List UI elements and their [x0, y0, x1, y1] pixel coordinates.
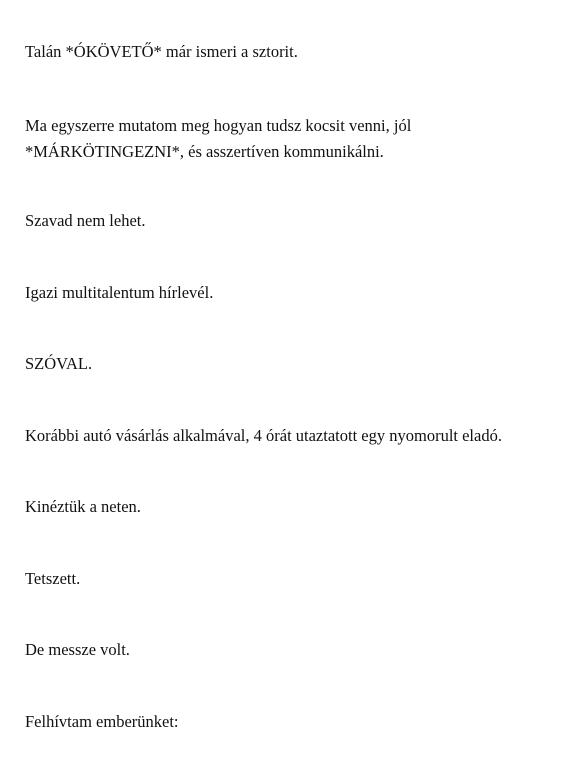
paragraph: De messze volt.: [25, 640, 130, 659]
paragraph: Ma egyszerre mutatom meg hogyan tudsz kocsit venni, jól *MÁRKÖTINGEZNI*, és asszertíven kommunikálni.: [25, 116, 412, 161]
paragraph: Szavad nem lehet.: [25, 211, 146, 230]
paragraph: Korábbi autó vásárlás alkalmával, 4 órát utaztatott egy nyomorult eladó.: [25, 426, 502, 445]
paragraph: Igazi multitalentum hírlevél.: [25, 283, 214, 302]
paragraph: Talán *ÓKÖVETŐ* már ismeri a sztorit.: [25, 42, 298, 61]
paragraph: SZÓVAL.: [25, 354, 93, 373]
paragraph: Felhívtam emberünket:: [25, 712, 179, 731]
paragraph: Kinéztük a neten.: [25, 497, 141, 516]
paragraph: Tetszett.: [25, 569, 81, 588]
